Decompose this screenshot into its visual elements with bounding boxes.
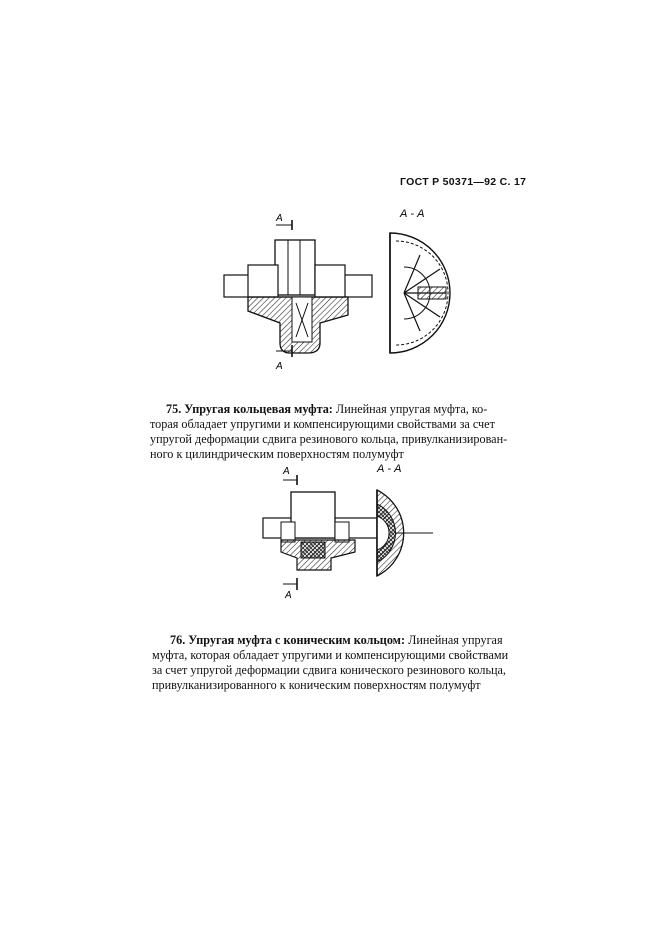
term-75-line-1 [166, 402, 520, 417]
term-75-line-4: ного к цилиндрическим поверхностям полумуфт [150, 447, 404, 461]
term-76-line-4: привулканизированного к коническим поверхностям полумуфт [152, 678, 481, 692]
term-76-number: 76. [170, 633, 186, 647]
term-76 [152, 633, 530, 693]
term-76-text-1: Линейная упругая [408, 633, 503, 647]
term-75-line-2: торая обладает упругими и компенсирующими свойствами за счет [150, 417, 495, 431]
term-75 [150, 402, 520, 462]
cut-label-bottom: А [276, 361, 283, 372]
figure-conical-ring-coupling [255, 460, 455, 600]
figure-ring-coupling [220, 205, 470, 380]
cut-label-top: А [276, 213, 283, 224]
term-75-title: Упругая кольцевая муфта: [184, 402, 333, 416]
cut-label-bottom-2: А [285, 590, 292, 600]
term-75-number: 75. [166, 402, 182, 416]
cut-label-top-2: А [283, 466, 290, 477]
term-75-text-1: Линейная упругая муфта, ко- [335, 402, 488, 416]
page-header: ГОСТ Р 50371—92 С. 17 [400, 176, 527, 188]
term-76-title: Упругая муфта с коническим кольцом: [188, 633, 406, 647]
term-76-line-3: за счет упругой деформации сдвига конического резинового кольца, [152, 663, 506, 677]
term-75-line-3: упругой деформации сдвига резинового кольца, привулканизирован- [150, 432, 508, 446]
term-76-line-1 [170, 633, 530, 648]
section-label-2: А - А [377, 463, 402, 475]
section-label: А - А [400, 208, 425, 220]
term-76-line-2: муфта, которая обладает упругими и компенсирующими свойствами [152, 648, 509, 662]
